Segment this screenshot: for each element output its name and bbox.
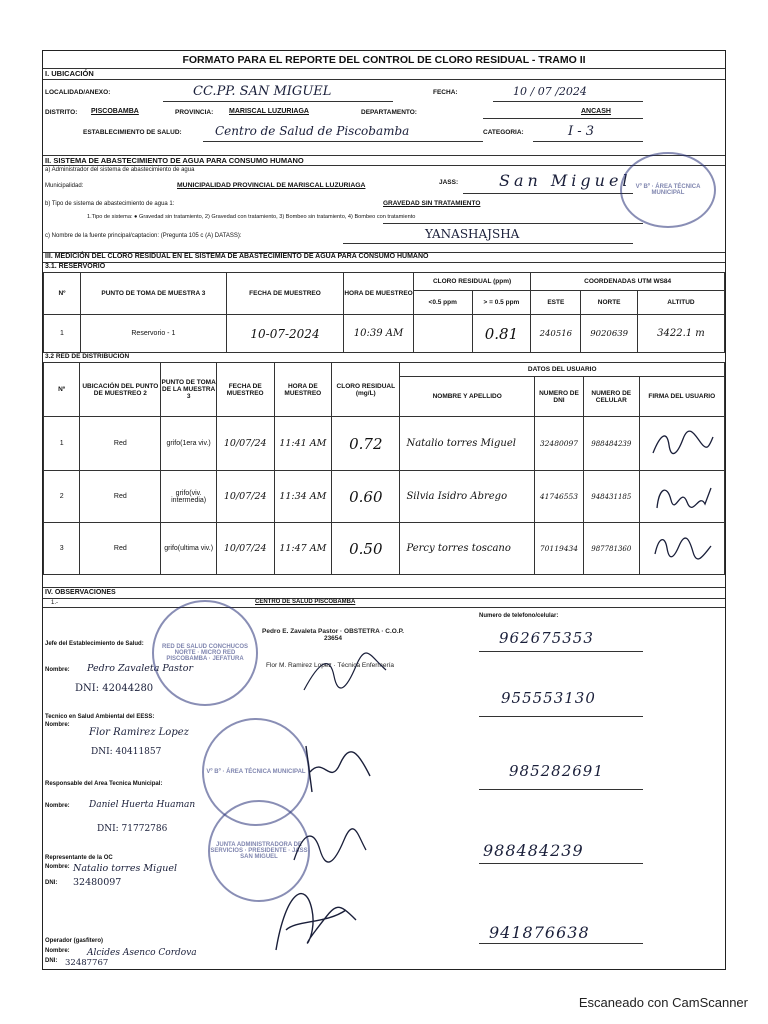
red-cell-punto: grifo(1era viv.) [161, 417, 217, 471]
responsable-phone: 985282691 [509, 762, 604, 780]
obstetra-stamp: Pedro E. Zavaleta Pastor · OBSTETRA · C.O.P. 23654 [262, 628, 404, 642]
red-header-datos: DATOS DEL USUARIO [400, 363, 725, 377]
red-header-cloro: CLORO RESIDUAL (mg/L) [332, 363, 400, 417]
tipo-label: b) Tipo de sistema de abastecimiento de agua 1: [45, 201, 175, 207]
jefe-name-label: Nombre: [45, 667, 70, 673]
representante-phone: 988484239 [483, 841, 584, 860]
red-cell-n: 3 [44, 523, 80, 575]
tecnico-phone: 955553130 [501, 689, 596, 707]
distrito-value: PISCOBAMBA [91, 108, 139, 115]
res-cell-lt [413, 315, 472, 353]
jefe-name: Pedro Zavaleta Pastor [87, 663, 193, 674]
res-header-norte: NORTE [581, 291, 638, 315]
res-header-este: ESTE [531, 291, 581, 315]
red-cell-fecha: 10/07/24 [216, 523, 274, 575]
tipo-value: GRAVEDAD SIN TRATAMIENTO [383, 200, 481, 207]
red-header-fecha: FECHA DE MUESTREO [216, 363, 274, 417]
res-cell-este: 240516 [531, 315, 581, 353]
categoria-value: I - 3 [568, 124, 595, 139]
red-cell-dni: 70119434 [534, 523, 583, 575]
res-cell-hora: 10:39 AM [344, 315, 414, 353]
res-header-cloro: CLORO RESIDUAL (ppm) [413, 273, 530, 291]
representante-signature [290, 820, 370, 870]
red-cell-fecha: 10/07/24 [216, 417, 274, 471]
categoria-label: CATEGORIA: [483, 129, 524, 136]
operador-name: Alcides Asenco Cordova [87, 948, 197, 958]
area-tecnica-stamp: Vº Bº · ÁREA TÉCNICA MUNICIPAL [202, 718, 310, 826]
representante-dni: 32480097 [73, 877, 122, 888]
representante-name: Natalio torres Miguel [73, 863, 178, 874]
provincia-label: PROVINCIA: [175, 109, 214, 116]
telefono-label: Numero de telefono/celular: [479, 613, 559, 619]
table-row [44, 523, 725, 575]
red-header-punto: PUNTO DE TOMA DE LA MUESTRA 3 [161, 363, 217, 417]
representante-name-label: Nombre: [45, 864, 70, 870]
tecnico-name: Flor Ramirez Lopez [89, 727, 189, 738]
section-2-heading: II. SISTEMA DE ABASTECIMIENTO DE AGUA PARA CONSUMO HUMANO [45, 156, 304, 165]
distrito-label: DISTRITO: [45, 109, 78, 116]
jass-label: JASS: [439, 179, 459, 186]
user-signature [639, 471, 724, 523]
jefe-phone: 962675353 [499, 629, 594, 647]
localidad-value: CC.PP. SAN MIGUEL [193, 84, 332, 99]
responsable-name: Daniel Huerta Huaman [89, 800, 196, 810]
jefe-signature [300, 650, 390, 700]
operador-dni: 32487767 [65, 958, 109, 968]
tipo-options: 1.Tipo de sistema: ● Gravedad sin tratamiento, 2) Gravedad con tratamiento, 3) Bombeo sin tratamiento, 4) Bombeo con tratamiento [87, 214, 416, 220]
municipalidad-label: Municipalidad: [45, 183, 84, 189]
res-header-punto: PUNTO DE TOMA DE MUESTRA 3 [80, 273, 226, 315]
user-signature [639, 523, 724, 575]
res-header-hora: HORA DE MUESTREO [344, 273, 414, 315]
scanner-watermark: Escaneado con CamScanner [578, 995, 748, 1010]
red-cell-hora: 11:34 AM [274, 471, 332, 523]
localidad-label: LOCALIDAD/ANEXO: [45, 89, 111, 96]
fecha-label: FECHA: [433, 89, 458, 96]
res-cell-n: 1 [44, 315, 81, 353]
reservorio-heading: 3.1. RESERVORIO [45, 263, 106, 270]
fuente-label: c) Nombre de la fuente principal/captacion: (Pregunta 105 c (A) DATASS): [45, 233, 242, 239]
municipalidad-value: MUNICIPALIDAD PROVINCIAL DE MARISCAL LUZURIAGA [177, 182, 366, 189]
establecimiento-label: ESTABLECIMIENTO DE SALUD: [83, 129, 182, 136]
operador-role: Operador (gasfitero) [45, 938, 104, 944]
red-cell-punto: grifo(viv. intermedia) [161, 471, 217, 523]
res-cell-norte: 9020639 [581, 315, 638, 353]
res-cell-altitud: 3422.1 m [637, 315, 724, 353]
red-cell-celular: 988484239 [584, 417, 640, 471]
red-header-n: Nº [44, 363, 80, 417]
operador-phone: 941876638 [489, 923, 590, 942]
operador-name-label: Nombre: [45, 948, 70, 954]
section-3-heading: III. MEDICIÓN DEL CLORO RESIDUAL EN EL SISTEMA DE ABASTECIMIENTO DE AGUA PARA CONSUMO HUMANO [45, 253, 429, 260]
res-cell-fecha: 10-07-2024 [226, 315, 343, 353]
res-cell-ge: 0.81 [472, 315, 531, 353]
res-cell-punto: Reservorio - 1 [80, 315, 226, 353]
responsable-dni: DNI: 71772786 [97, 824, 168, 834]
red-cell-cloro: 0.60 [332, 471, 400, 523]
res-header-ge: > = 0.5 ppm [472, 291, 531, 315]
res-header-n: Nº [44, 273, 81, 315]
red-header-hora: HORA DE MUESTREO [274, 363, 332, 417]
red-cell-n: 1 [44, 417, 80, 471]
red-salud-stamp: RED DE SALUD CONCHUCOS NORTE · MICRO RED PISCOBAMBA · JEFATURA [152, 600, 258, 706]
operador-signature [256, 870, 366, 960]
responsable-name-label: Nombre: [45, 803, 70, 809]
provincia-value: MARISCAL LUZURIAGA [229, 108, 309, 115]
departamento-value: ANCASH [581, 108, 611, 115]
red-cell-hora: 11:47 AM [274, 523, 332, 575]
departamento-label: DEPARTAMENTO: [361, 109, 417, 116]
centro-label: CENTRO DE SALUD PISCOBAMBA [255, 599, 356, 605]
red-cell-cloro: 0.50 [332, 523, 400, 575]
red-cell-dni: 32480097 [534, 417, 583, 471]
admin-label: a) Administrador del sistema de abastecimiento de agua [45, 167, 195, 173]
table-row [44, 471, 725, 523]
red-cell-ubicacion: Red [80, 523, 161, 575]
red-cell-dni: 41746553 [534, 471, 583, 523]
responsable-role: Responsable del Area Tecnica Municipal: [45, 781, 163, 787]
red-cell-celular: 948431185 [584, 471, 640, 523]
red-cell-n: 2 [44, 471, 80, 523]
red-cell-hora: 11:41 AM [274, 417, 332, 471]
res-header-altitud: ALTITUD [637, 291, 724, 315]
reservorio-table [43, 272, 725, 353]
jass-value: San Miguel [499, 171, 632, 190]
tecnico-dni: DNI: 40411857 [91, 747, 162, 757]
operador-dni-label: DNI: [45, 958, 58, 964]
res-header-fecha: FECHA DE MUESTREO [226, 273, 343, 315]
red-header-ubicacion: UBICACIÓN DEL PUNTO DE MUESTREO 2 [80, 363, 161, 417]
red-cell-nombre: Silvia Isidro Abrego [400, 471, 534, 523]
tecnico-role: Tecnico en Salud Ambiental del EESS: [45, 714, 155, 720]
jefe-dni: DNI: 42044280 [75, 683, 154, 694]
red-header-celular: NUMERO DE CELULAR [584, 377, 640, 417]
red-header-nombre: NOMBRE Y APELLIDO [400, 377, 534, 417]
red-cell-celular: 987781360 [584, 523, 640, 575]
representante-role: Representante de la OC [45, 855, 113, 861]
red-cell-cloro: 0.72 [332, 417, 400, 471]
red-cell-fecha: 10/07/24 [216, 471, 274, 523]
red-cell-ubicacion: Red [80, 417, 161, 471]
observaciones-item: 1.- [51, 600, 59, 606]
res-header-lt: <0.5 ppm [413, 291, 472, 315]
red-header-dni: NUMERO DE DNI [534, 377, 583, 417]
fecha-value: 10 / 07 /2024 [513, 85, 587, 98]
red-table [43, 362, 725, 575]
representante-dni-label: DNI: [45, 880, 58, 886]
table-row [44, 417, 725, 471]
red-cell-ubicacion: Red [80, 471, 161, 523]
tecnica-stamp: Flor M. Ramirez Lopez · Técnica Enfermería [265, 662, 395, 669]
red-header-firma: FIRMA DEL USUARIO [639, 377, 724, 417]
red-cell-nombre: Natalio torres Miguel [400, 417, 534, 471]
responsable-signature [300, 736, 380, 796]
vobo-top-stamp: Vº Bº · ÁREA TÉCNICA MUNICIPAL [620, 152, 716, 228]
tecnico-name-label: Nombre: [45, 722, 70, 728]
form-title: FORMATO PARA EL REPORTE DEL CONTROL DE CLORO RESIDUAL - TRAMO II [182, 54, 586, 66]
red-heading: 3.2 RED DE DISTRIBUCIÓN [45, 353, 130, 360]
establecimiento-value: Centro de Salud de Piscobamba [215, 124, 410, 138]
section-4-heading: IV. OBSERVACIONES [45, 589, 116, 596]
res-header-coords: COORDENADAS UTM WS84 [531, 273, 725, 291]
red-cell-punto: grifo(ultima viv.) [161, 523, 217, 575]
user-signature [639, 417, 724, 471]
red-cell-nombre: Percy torres toscano [400, 523, 534, 575]
jefe-role: Jefe del Establecimiento de Salud: [45, 641, 144, 647]
jass-stamp: JUNTA ADMINISTRADORA DE SERVICIOS · PRESIDENTE · JASS SAN MIGUEL [208, 800, 310, 902]
section-1-heading: I. UBICACIÓN [45, 69, 94, 78]
fuente-value: YANASHAJSHA [425, 227, 520, 241]
